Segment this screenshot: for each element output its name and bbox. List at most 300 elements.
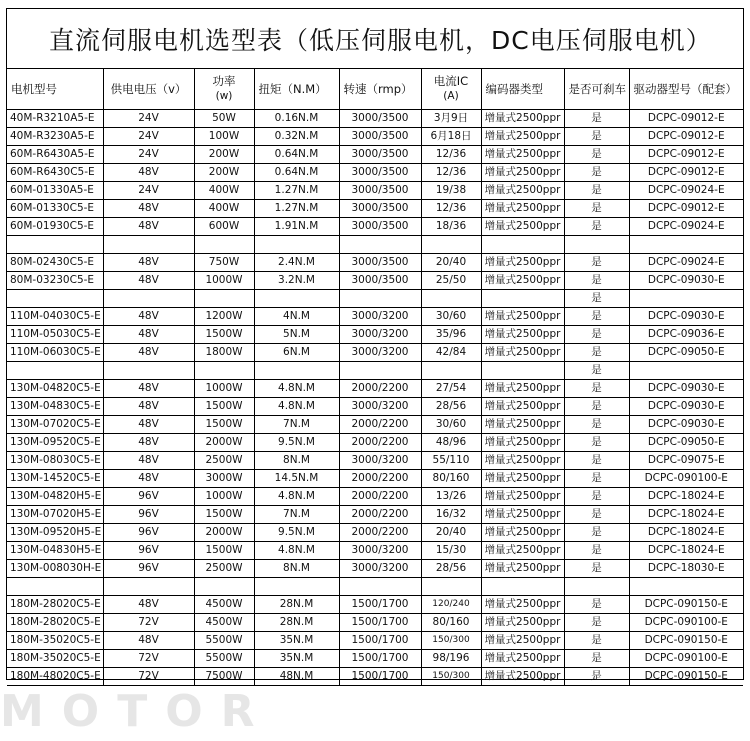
table-row xyxy=(7,632,743,650)
cell-voltage: 96V xyxy=(103,488,194,506)
cell-driver: DCPC-09030-E xyxy=(629,272,743,290)
cell-speed: 1500/1700 xyxy=(339,668,421,686)
cell-voltage: 48V xyxy=(103,452,194,470)
cell-power: 1000W xyxy=(194,380,254,398)
cell-current xyxy=(421,290,481,308)
cell-power: 400W xyxy=(194,182,254,200)
cell-encoder xyxy=(481,362,564,380)
cell-encoder: 增量式2500ppr xyxy=(481,272,564,290)
cell-encoder: 增量式2500ppr xyxy=(481,146,564,164)
cell-model xyxy=(7,236,103,254)
cell-encoder: 增量式2500ppr xyxy=(481,254,564,272)
cell-encoder: 增量式2500ppr xyxy=(481,200,564,218)
cell-brake: 是 xyxy=(564,434,629,452)
header-power-unit: (w) xyxy=(215,90,233,102)
cell-encoder: 增量式2500ppr xyxy=(481,506,564,524)
cell-voltage: 72V xyxy=(103,650,194,668)
cell-torque: 35N.M xyxy=(254,650,339,668)
cell-current: 30/60 xyxy=(421,308,481,326)
cell-power: 2500W xyxy=(194,452,254,470)
header-encoder: 编码器类型 xyxy=(481,69,564,110)
cell-driver: DCPC-090150-E xyxy=(629,632,743,650)
cell-current: 15/30 xyxy=(421,542,481,560)
cell-current: 80/160 xyxy=(421,614,481,632)
cell-current: 42/84 xyxy=(421,344,481,362)
cell-torque: 8N.M xyxy=(254,560,339,578)
cell-torque xyxy=(254,362,339,380)
cell-current: 150/300 xyxy=(421,668,481,686)
cell-driver: DCPC-090100-E xyxy=(629,650,743,668)
header-torque: 扭矩（N.M） xyxy=(254,69,339,110)
table-row xyxy=(7,326,743,344)
cell-power: 2000W xyxy=(194,434,254,452)
cell-brake: 是 xyxy=(564,452,629,470)
cell-model: 130M-14520C5-E xyxy=(7,470,103,488)
header-power-label: 功率 xyxy=(212,74,236,88)
cell-voltage: 48V xyxy=(103,632,194,650)
cell-speed: 3000/3200 xyxy=(339,542,421,560)
table-row xyxy=(7,524,743,542)
cell-encoder: 增量式2500ppr xyxy=(481,344,564,362)
cell-encoder: 增量式2500ppr xyxy=(481,398,564,416)
cell-current: 27/54 xyxy=(421,380,481,398)
cell-power: 1500W xyxy=(194,542,254,560)
cell-brake: 是 xyxy=(564,488,629,506)
cell-brake: 是 xyxy=(564,542,629,560)
cell-speed: 3000/3500 xyxy=(339,164,421,182)
cell-driver: DCPC-09030-E xyxy=(629,416,743,434)
header-driver: 驱动器型号（配套） xyxy=(629,69,743,110)
cell-model: 130M-04820H5-E xyxy=(7,488,103,506)
table-row xyxy=(7,452,743,470)
cell-model: 110M-05030C5-E xyxy=(7,326,103,344)
cell-torque: 1.27N.M xyxy=(254,182,339,200)
cell-power: 200W xyxy=(194,146,254,164)
cell-torque: 7N.M xyxy=(254,506,339,524)
cell-current: 13/26 xyxy=(421,488,481,506)
motor-selection-table xyxy=(7,69,743,686)
cell-torque: 4N.M xyxy=(254,308,339,326)
cell-power: 1500W xyxy=(194,416,254,434)
cell-brake: 是 xyxy=(564,272,629,290)
cell-power: 1200W xyxy=(194,308,254,326)
cell-brake xyxy=(564,236,629,254)
cell-model: 80M-02430C5-E xyxy=(7,254,103,272)
cell-power: 3000W xyxy=(194,470,254,488)
table-row xyxy=(7,506,743,524)
cell-torque: 28N.M xyxy=(254,596,339,614)
cell-model: 60M-R6430A5-E xyxy=(7,146,103,164)
table-row xyxy=(7,596,743,614)
cell-brake: 是 xyxy=(564,416,629,434)
cell-brake: 是 xyxy=(564,614,629,632)
header-voltage: 供电电压（v） xyxy=(103,69,194,110)
cell-brake: 是 xyxy=(564,632,629,650)
cell-current: 12/36 xyxy=(421,164,481,182)
cell-driver: DCPC-09012-E xyxy=(629,110,743,128)
cell-current: 28/56 xyxy=(421,398,481,416)
cell-voltage: 72V xyxy=(103,668,194,686)
cell-encoder xyxy=(481,290,564,308)
cell-encoder: 增量式2500ppr xyxy=(481,542,564,560)
cell-model: 110M-06030C5-E xyxy=(7,344,103,362)
cell-model: 130M-09520C5-E xyxy=(7,434,103,452)
cell-voltage: 48V xyxy=(103,434,194,452)
table-body xyxy=(7,110,743,686)
selection-table-frame xyxy=(6,8,744,680)
cell-current: 20/40 xyxy=(421,254,481,272)
cell-current: 80/160 xyxy=(421,470,481,488)
cell-model: 130M-07020H5-E xyxy=(7,506,103,524)
cell-power: 1500W xyxy=(194,506,254,524)
cell-driver: DCPC-18024-E xyxy=(629,542,743,560)
header-current xyxy=(421,69,481,110)
cell-brake: 是 xyxy=(564,182,629,200)
cell-speed: 1500/1700 xyxy=(339,596,421,614)
cell-torque: 14.5N.M xyxy=(254,470,339,488)
table-row xyxy=(7,218,743,236)
cell-power: 750W xyxy=(194,254,254,272)
watermark: MOTOR xyxy=(0,686,273,737)
cell-encoder: 增量式2500ppr xyxy=(481,524,564,542)
cell-encoder: 增量式2500ppr xyxy=(481,380,564,398)
cell-driver: DCPC-09030-E xyxy=(629,380,743,398)
cell-encoder: 增量式2500ppr xyxy=(481,164,564,182)
table-row xyxy=(7,146,743,164)
table-row xyxy=(7,200,743,218)
cell-encoder: 增量式2500ppr xyxy=(481,218,564,236)
cell-model: 60M-R6430C5-E xyxy=(7,164,103,182)
cell-torque: 0.64N.M xyxy=(254,164,339,182)
cell-voltage: 48V xyxy=(103,470,194,488)
cell-driver: DCPC-09012-E xyxy=(629,146,743,164)
table-row xyxy=(7,542,743,560)
table-row xyxy=(7,128,743,146)
cell-power: 4500W xyxy=(194,596,254,614)
cell-brake: 是 xyxy=(564,290,629,308)
cell-speed xyxy=(339,290,421,308)
cell-voltage xyxy=(103,290,194,308)
cell-torque: 5N.M xyxy=(254,326,339,344)
spacer-row xyxy=(7,236,743,254)
cell-current: 30/60 xyxy=(421,416,481,434)
cell-torque: 4.8N.M xyxy=(254,488,339,506)
cell-voltage: 96V xyxy=(103,542,194,560)
cell-encoder: 增量式2500ppr xyxy=(481,488,564,506)
cell-power: 7500W xyxy=(194,668,254,686)
cell-speed: 1500/1700 xyxy=(339,650,421,668)
cell-voltage: 96V xyxy=(103,524,194,542)
cell-speed xyxy=(339,362,421,380)
cell-voltage: 48V xyxy=(103,308,194,326)
cell-driver: DCPC-09036-E xyxy=(629,326,743,344)
table-row xyxy=(7,434,743,452)
table-row xyxy=(7,416,743,434)
cell-speed: 2000/2200 xyxy=(339,434,421,452)
cell-speed xyxy=(339,578,421,596)
cell-current: 12/36 xyxy=(421,146,481,164)
cell-speed: 3000/3500 xyxy=(339,128,421,146)
table-row xyxy=(7,344,743,362)
cell-power: 4500W xyxy=(194,614,254,632)
cell-speed: 3000/3200 xyxy=(339,344,421,362)
cell-current: 35/96 xyxy=(421,326,481,344)
cell-speed: 1500/1700 xyxy=(339,632,421,650)
cell-speed xyxy=(339,236,421,254)
spacer-row xyxy=(7,578,743,596)
cell-power: 5500W xyxy=(194,650,254,668)
cell-torque: 35N.M xyxy=(254,632,339,650)
cell-driver: DCPC-090100-E xyxy=(629,614,743,632)
table-row xyxy=(7,488,743,506)
cell-voltage: 48V xyxy=(103,416,194,434)
cell-torque: 9.5N.M xyxy=(254,524,339,542)
cell-torque: 3.2N.M xyxy=(254,272,339,290)
cell-speed: 3000/3500 xyxy=(339,182,421,200)
cell-driver: DCPC-09030-E xyxy=(629,398,743,416)
cell-torque xyxy=(254,236,339,254)
cell-driver: DCPC-09012-E xyxy=(629,164,743,182)
cell-torque: 6N.M xyxy=(254,344,339,362)
cell-speed: 3000/3500 xyxy=(339,218,421,236)
cell-model: 80M-03230C5-E xyxy=(7,272,103,290)
cell-torque: 4.8N.M xyxy=(254,542,339,560)
cell-brake: 是 xyxy=(564,650,629,668)
cell-driver: DCPC-09075-E xyxy=(629,452,743,470)
cell-brake: 是 xyxy=(564,380,629,398)
cell-torque: 7N.M xyxy=(254,416,339,434)
cell-brake: 是 xyxy=(564,308,629,326)
cell-power: 400W xyxy=(194,200,254,218)
cell-speed: 3000/3200 xyxy=(339,398,421,416)
cell-power: 2000W xyxy=(194,524,254,542)
cell-encoder: 增量式2500ppr xyxy=(481,110,564,128)
cell-torque: 0.32N.M xyxy=(254,128,339,146)
cell-brake: 是 xyxy=(564,128,629,146)
cell-encoder: 增量式2500ppr xyxy=(481,470,564,488)
cell-voltage: 48V xyxy=(103,218,194,236)
cell-brake: 是 xyxy=(564,524,629,542)
cell-encoder: 增量式2500ppr xyxy=(481,128,564,146)
cell-model: 180M-48020C5-E xyxy=(7,668,103,686)
table-row xyxy=(7,398,743,416)
cell-model: 130M-07020C5-E xyxy=(7,416,103,434)
cell-speed: 3000/3200 xyxy=(339,452,421,470)
cell-encoder: 增量式2500ppr xyxy=(481,326,564,344)
cell-current xyxy=(421,362,481,380)
table-row xyxy=(7,182,743,200)
cell-voltage: 48V xyxy=(103,272,194,290)
cell-model: 130M-09520H5-E xyxy=(7,524,103,542)
cell-encoder: 增量式2500ppr xyxy=(481,596,564,614)
cell-model: 130M-04820C5-E xyxy=(7,380,103,398)
cell-voltage: 48V xyxy=(103,164,194,182)
spacer-row xyxy=(7,290,743,308)
cell-speed: 3000/3500 xyxy=(339,146,421,164)
cell-speed: 2000/2200 xyxy=(339,470,421,488)
cell-power xyxy=(194,362,254,380)
cell-torque: 1.91N.M xyxy=(254,218,339,236)
cell-brake: 是 xyxy=(564,344,629,362)
cell-encoder xyxy=(481,578,564,596)
table-row xyxy=(7,272,743,290)
table-row xyxy=(7,560,743,578)
cell-speed: 2000/2200 xyxy=(339,506,421,524)
cell-brake: 是 xyxy=(564,362,629,380)
spacer-row xyxy=(7,362,743,380)
cell-voltage: 24V xyxy=(103,128,194,146)
cell-brake: 是 xyxy=(564,146,629,164)
cell-driver: DCPC-18030-E xyxy=(629,560,743,578)
cell-encoder: 增量式2500ppr xyxy=(481,416,564,434)
cell-model: 130M-04830C5-E xyxy=(7,398,103,416)
cell-torque: 0.16N.M xyxy=(254,110,339,128)
cell-encoder: 增量式2500ppr xyxy=(481,434,564,452)
header-model: 电机型号 xyxy=(7,69,103,110)
cell-driver xyxy=(629,362,743,380)
cell-current: 25/50 xyxy=(421,272,481,290)
cell-brake xyxy=(564,578,629,596)
cell-encoder: 增量式2500ppr xyxy=(481,668,564,686)
cell-torque: 2.4N.M xyxy=(254,254,339,272)
cell-brake: 是 xyxy=(564,470,629,488)
cell-voltage xyxy=(103,236,194,254)
cell-torque: 4.8N.M xyxy=(254,380,339,398)
table-row xyxy=(7,308,743,326)
cell-current: 98/196 xyxy=(421,650,481,668)
cell-brake: 是 xyxy=(564,596,629,614)
cell-driver: DCPC-090100-E xyxy=(629,470,743,488)
cell-brake: 是 xyxy=(564,398,629,416)
cell-current: 18/36 xyxy=(421,218,481,236)
cell-torque: 4.8N.M xyxy=(254,398,339,416)
cell-torque: 28N.M xyxy=(254,614,339,632)
cell-power: 200W xyxy=(194,164,254,182)
cell-torque: 9.5N.M xyxy=(254,434,339,452)
table-row xyxy=(7,380,743,398)
cell-current: 150/300 xyxy=(421,632,481,650)
cell-encoder: 增量式2500ppr xyxy=(481,308,564,326)
cell-speed: 3000/3200 xyxy=(339,560,421,578)
cell-encoder: 增量式2500ppr xyxy=(481,182,564,200)
cell-voltage: 48V xyxy=(103,326,194,344)
cell-model: 130M-04830H5-E xyxy=(7,542,103,560)
cell-torque: 1.27N.M xyxy=(254,200,339,218)
cell-voltage xyxy=(103,578,194,596)
cell-model xyxy=(7,578,103,596)
cell-current xyxy=(421,236,481,254)
cell-driver: DCPC-09012-E xyxy=(629,200,743,218)
cell-driver: DCPC-09024-E xyxy=(629,182,743,200)
cell-brake: 是 xyxy=(564,164,629,182)
cell-brake: 是 xyxy=(564,668,629,686)
cell-model: 40M-R3210A5-E xyxy=(7,110,103,128)
cell-voltage: 48V xyxy=(103,596,194,614)
cell-voltage: 48V xyxy=(103,344,194,362)
cell-driver xyxy=(629,290,743,308)
cell-voltage: 48V xyxy=(103,380,194,398)
cell-driver xyxy=(629,578,743,596)
cell-torque: 48N.M xyxy=(254,668,339,686)
cell-voltage: 24V xyxy=(103,110,194,128)
cell-voltage: 96V xyxy=(103,506,194,524)
cell-power: 1000W xyxy=(194,272,254,290)
cell-model xyxy=(7,290,103,308)
table-row xyxy=(7,164,743,182)
cell-driver: DCPC-09050-E xyxy=(629,344,743,362)
cell-voltage: 24V xyxy=(103,182,194,200)
cell-brake: 是 xyxy=(564,506,629,524)
cell-speed: 1500/1700 xyxy=(339,614,421,632)
cell-model: 60M-01930C5-E xyxy=(7,218,103,236)
cell-torque xyxy=(254,290,339,308)
cell-model: 180M-28020C5-E xyxy=(7,614,103,632)
header-current-label: 电流IC xyxy=(433,74,469,88)
cell-power xyxy=(194,290,254,308)
cell-brake: 是 xyxy=(564,200,629,218)
cell-current: 12/36 xyxy=(421,200,481,218)
cell-voltage: 48V xyxy=(103,398,194,416)
cell-brake: 是 xyxy=(564,560,629,578)
cell-speed: 2000/2200 xyxy=(339,524,421,542)
cell-model: 110M-04030C5-E xyxy=(7,308,103,326)
cell-driver: DCPC-09024-E xyxy=(629,254,743,272)
cell-encoder xyxy=(481,236,564,254)
cell-speed: 3000/3500 xyxy=(339,110,421,128)
cell-encoder: 增量式2500ppr xyxy=(481,452,564,470)
cell-speed: 3000/3200 xyxy=(339,308,421,326)
cell-speed: 2000/2200 xyxy=(339,380,421,398)
cell-driver: DCPC-09050-E xyxy=(629,434,743,452)
cell-current: 48/96 xyxy=(421,434,481,452)
cell-driver xyxy=(629,236,743,254)
cell-speed: 3000/3500 xyxy=(339,200,421,218)
page-title: 直流伺服电机选型表（低压伺服电机，DC电压伺服电机） xyxy=(7,9,743,69)
cell-voltage xyxy=(103,362,194,380)
cell-torque xyxy=(254,578,339,596)
cell-encoder: 增量式2500ppr xyxy=(481,650,564,668)
cell-model: 40M-R3230A5-E xyxy=(7,128,103,146)
cell-power: 2500W xyxy=(194,560,254,578)
cell-current: 3月9日 xyxy=(421,110,481,128)
cell-model: 180M-35020C5-E xyxy=(7,650,103,668)
cell-brake: 是 xyxy=(564,218,629,236)
cell-driver: DCPC-09030-E xyxy=(629,308,743,326)
cell-voltage: 24V xyxy=(103,146,194,164)
cell-model: 180M-28020C5-E xyxy=(7,596,103,614)
table-row xyxy=(7,470,743,488)
cell-power: 1500W xyxy=(194,398,254,416)
header-current-unit: (A) xyxy=(443,90,459,102)
cell-speed: 3000/3500 xyxy=(339,272,421,290)
cell-voltage: 48V xyxy=(103,254,194,272)
cell-speed: 3000/3200 xyxy=(339,326,421,344)
table-header-row xyxy=(7,69,743,110)
cell-current xyxy=(421,578,481,596)
cell-voltage: 96V xyxy=(103,560,194,578)
cell-model: 60M-01330C5-E xyxy=(7,200,103,218)
cell-encoder: 增量式2500ppr xyxy=(481,560,564,578)
cell-model: 180M-35020C5-E xyxy=(7,632,103,650)
table-row xyxy=(7,110,743,128)
header-power xyxy=(194,69,254,110)
cell-encoder: 增量式2500ppr xyxy=(481,632,564,650)
table-row xyxy=(7,614,743,632)
cell-torque: 0.64N.M xyxy=(254,146,339,164)
cell-current: 6月18日 xyxy=(421,128,481,146)
cell-driver: DCPC-18024-E xyxy=(629,506,743,524)
cell-model xyxy=(7,362,103,380)
